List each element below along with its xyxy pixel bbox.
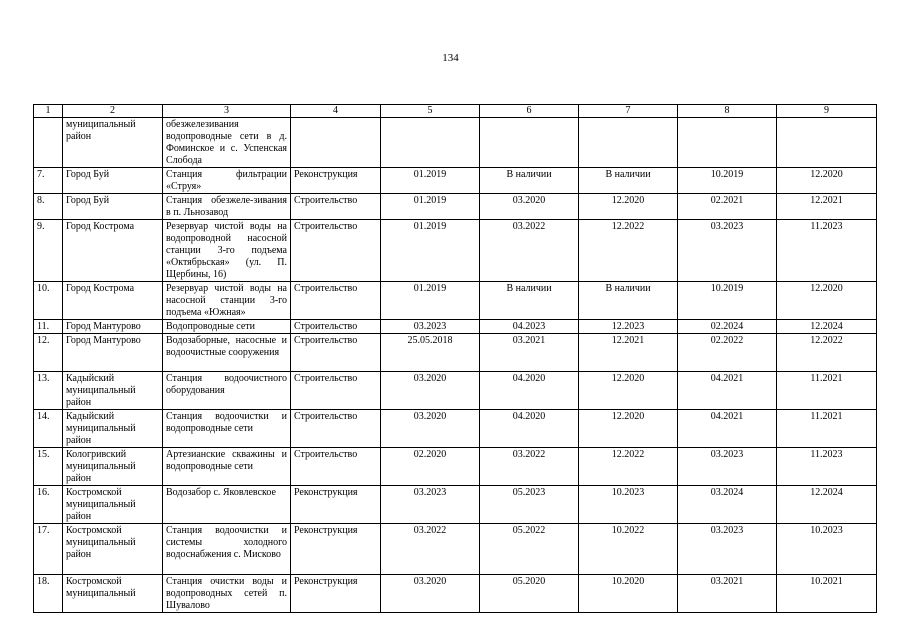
table-cell: 14. [34,410,63,448]
table-cell: 10.2023 [777,524,877,575]
table-cell: Строительство [291,410,381,448]
table-cell: Станция водоочистного оборудования [163,372,291,410]
table-cell: 03.2020 [480,194,579,220]
table-cell: 12.2021 [579,334,678,372]
table-cell: Водопроводные сети [163,320,291,334]
table-cell: 11.2023 [777,220,877,282]
table-cell: 03.2023 [678,220,777,282]
table-cell: 04.2021 [678,410,777,448]
table-header-row [34,105,877,118]
table-cell: Станция обезжеле-зивания в п. Льнозавод [163,194,291,220]
table-cell: В наличии [579,282,678,320]
table-cell: 12.2022 [579,448,678,486]
table-cell: 12. [34,334,63,372]
table-cell: Станция водоочистки и водопроводные сети [163,410,291,448]
table-cell: 10.2021 [777,575,877,613]
table-cell: 04.2020 [480,410,579,448]
table-cell: Город Мантурово [63,320,163,334]
table-cell: 12.2020 [579,372,678,410]
column-header: 1 [34,105,63,118]
table-cell: Реконструкция [291,524,381,575]
table-cell: 02.2020 [381,448,480,486]
column-header: 5 [381,105,480,118]
table-cell: 03.2022 [381,524,480,575]
table-cell: 03.2023 [381,486,480,524]
table-cell: 05.2022 [480,524,579,575]
table-cell [381,118,480,168]
table-cell: 10.2019 [678,168,777,194]
table-row [34,334,877,372]
table-row [34,320,877,334]
table-cell: 04.2020 [480,372,579,410]
column-header: 7 [579,105,678,118]
table-cell: муниципальный район [63,118,163,168]
table-cell: 13. [34,372,63,410]
table-cell: Артезианские скважины и водопроводные сети [163,448,291,486]
projects-table [33,104,877,613]
table-cell: Строительство [291,448,381,486]
table-row [34,220,877,282]
table-cell: 18. [34,575,63,613]
table-cell: Реконструкция [291,575,381,613]
table-cell: 03.2023 [381,320,480,334]
table-cell: обезжелезивания водопроводные сети в д. Фоминское и с. Успенская Слобода [163,118,291,168]
table-cell: Строительство [291,282,381,320]
table-cell: 12.2020 [777,168,877,194]
table-cell: Строительство [291,220,381,282]
table-cell [579,118,678,168]
table-cell: Кадыйский муниципальный район [63,410,163,448]
table-row [34,410,877,448]
table-cell: 10.2022 [579,524,678,575]
table-cell: 10.2023 [579,486,678,524]
table-cell: 12.2020 [579,194,678,220]
table-cell: 11.2021 [777,410,877,448]
table-row [34,372,877,410]
table-cell: Резервуар чистой воды на насосной станции 3-го подъема «Южная» [163,282,291,320]
table-cell: 10.2020 [579,575,678,613]
table-cell: 04.2021 [678,372,777,410]
table-cell: 8. [34,194,63,220]
table-cell [480,118,579,168]
table-cell: Город Буй [63,194,163,220]
table-cell: Строительство [291,320,381,334]
table-cell: Кологривский муниципальный район [63,448,163,486]
table-cell [34,118,63,168]
table-cell: Город Буй [63,168,163,194]
table-cell: Костромской муниципальный [63,575,163,613]
table-cell: Реконструкция [291,168,381,194]
table-cell: 12.2024 [777,486,877,524]
table-cell: 17. [34,524,63,575]
table-row [34,282,877,320]
column-header: 4 [291,105,381,118]
table-cell: 03.2023 [678,448,777,486]
table-cell: 12.2020 [579,410,678,448]
table-cell: Водозабор с. Яковлевское [163,486,291,524]
table-cell: 03.2023 [678,524,777,575]
column-header: 6 [480,105,579,118]
table-row [34,486,877,524]
table-cell: 03.2021 [480,334,579,372]
column-header: 8 [678,105,777,118]
table-cell: Резервуар чистой воды на водопроводной насосной станции 3-го подъема «Октябрьская» (ул. П. Щербины, 16) [163,220,291,282]
table-cell: 12.2021 [777,194,877,220]
table-cell: 11.2023 [777,448,877,486]
table-cell: 04.2023 [480,320,579,334]
table-cell: 01.2019 [381,194,480,220]
table-cell: Станция очистки воды и водопроводных сетей п. Шувалово [163,575,291,613]
table-cell: Водозаборные, насосные и водоочистные сооружения [163,334,291,372]
table-cell: 15. [34,448,63,486]
column-header: 3 [163,105,291,118]
table-cell: Строительство [291,194,381,220]
table-cell: Строительство [291,372,381,410]
table-cell: 12.2024 [777,320,877,334]
table-cell: 10. [34,282,63,320]
table-cell: В наличии [579,168,678,194]
table-cell: 02.2022 [678,334,777,372]
page-number: 134 [442,52,459,64]
table-row [34,168,877,194]
table-row [34,194,877,220]
table-cell: Станция водоочистки и системы холодного водоснабжения с. Мисково [163,524,291,575]
table-cell: 05.2023 [480,486,579,524]
table-cell [777,118,877,168]
table-cell: 05.2020 [480,575,579,613]
table-cell: 03.2022 [480,220,579,282]
table-cell: 03.2020 [381,575,480,613]
table-cell: 10.2019 [678,282,777,320]
table-cell: 16. [34,486,63,524]
table-cell: Костромской муниципальный район [63,486,163,524]
table-cell: Костромской муниципальный район [63,524,163,575]
table-cell: Город Кострома [63,220,163,282]
table-cell: 02.2024 [678,320,777,334]
table-cell: 11.2021 [777,372,877,410]
table-cell: 01.2019 [381,282,480,320]
table-cell: Строительство [291,334,381,372]
table-row [34,524,877,575]
table-cell: В наличии [480,168,579,194]
table-cell: Станция фильтрации «Струя» [163,168,291,194]
table-cell: 01.2019 [381,220,480,282]
table-cell: 01.2019 [381,168,480,194]
table-cell: 9. [34,220,63,282]
table-row [34,448,877,486]
table-cell: 7. [34,168,63,194]
table-cell: 12.2020 [777,282,877,320]
table-cell: 03.2020 [381,410,480,448]
column-header: 2 [63,105,163,118]
table-cell: 03.2024 [678,486,777,524]
table-row [34,118,877,168]
table-cell: 03.2021 [678,575,777,613]
table-cell: Реконструкция [291,486,381,524]
table-cell: 25.05.2018 [381,334,480,372]
table-cell: В наличии [480,282,579,320]
table-cell: 11. [34,320,63,334]
table-cell: Кадыйский муниципальный район [63,372,163,410]
table-cell: 12.2022 [777,334,877,372]
table-cell: 03.2020 [381,372,480,410]
table-row [34,575,877,613]
table-cell: 12.2023 [579,320,678,334]
table-cell [291,118,381,168]
table-cell [678,118,777,168]
table-cell: Город Мантурово [63,334,163,372]
table-cell: 12.2022 [579,220,678,282]
table-cell: Город Кострома [63,282,163,320]
column-header: 9 [777,105,877,118]
table-cell: 02.2021 [678,194,777,220]
table-cell: 03.2022 [480,448,579,486]
